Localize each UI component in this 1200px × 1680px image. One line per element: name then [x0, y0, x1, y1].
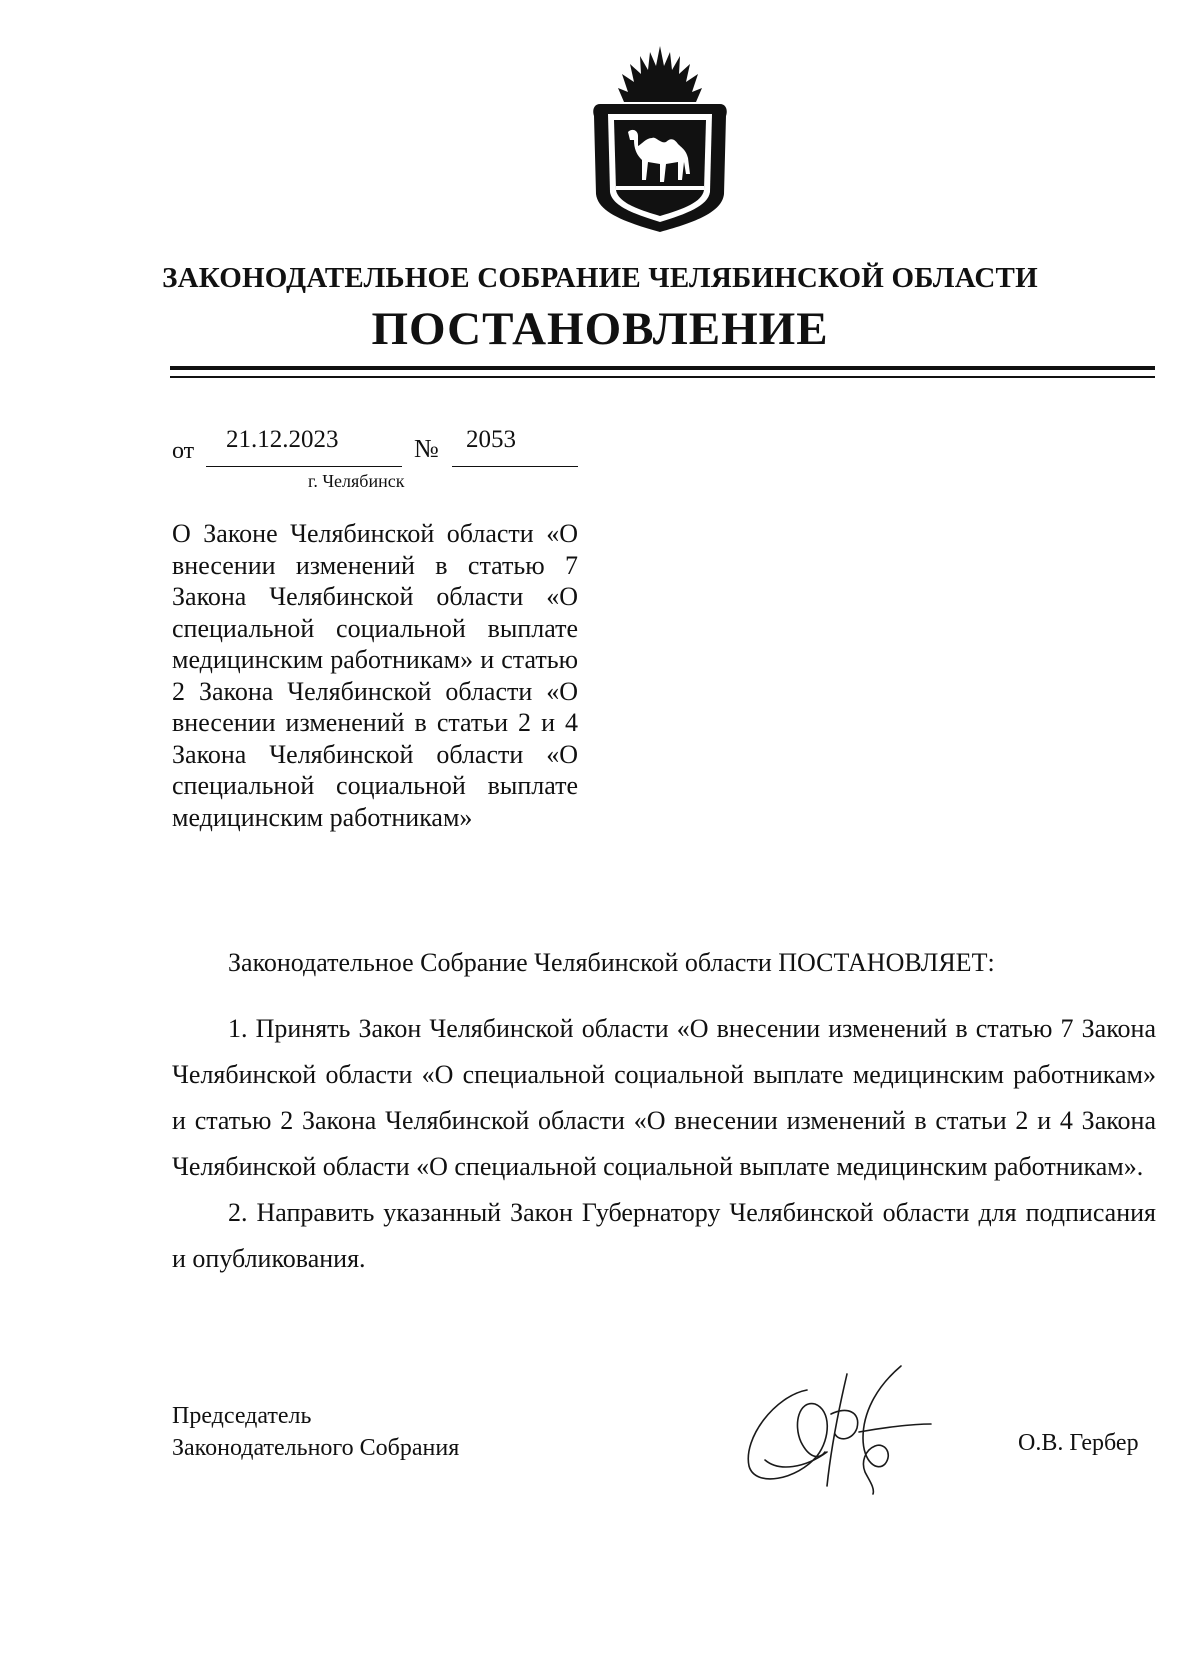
document-number: 2053 — [466, 426, 516, 453]
resolution-item-1: 1. Принять Закон Челябинской области «О внесении изменений в статью 7 Закона Челябинской области «О специальной социальной выплате медицинским работникам» и статью 2 Закона Челябинской области «О внесении изменений в статьи 2 и 4 Закона Челябинской области «О специальной социальной выплате медицинским работникам». — [172, 1014, 1156, 1181]
resolution-lead: Законодательное Собрание Челябинской области ПОСТАНОВЛЯЕТ: — [228, 948, 995, 977]
document-type-title: ПОСТАНОВЛЕНИЕ — [371, 303, 829, 355]
handwritten-signature — [735, 1348, 935, 1498]
date-prefix-label: от — [172, 438, 195, 464]
signatory-name: О.В. Гербер — [1018, 1430, 1139, 1456]
document-body — [172, 940, 1156, 1282]
coat-of-arms-icon — [586, 44, 734, 234]
header-rule-thin — [170, 376, 1155, 378]
header-rule-thick — [170, 366, 1155, 370]
document-subject: О Законе Челябинской области «О внесении изменений в статью 7 Закона Челябинской области «О специальной социальной выплате медицинским работникам» и статью 2 Закона Челябинской области «О внесении изменений в статьи 2 и 4 Закона Челябинской области «О специальной социальной выплате медицинским работникам» — [172, 519, 578, 832]
number-sign-label: № — [414, 434, 439, 463]
signatory-title-line-1: Председатель — [172, 1403, 312, 1429]
signatory-title — [172, 1400, 459, 1464]
resolution-item-2: 2. Направить указанный Закон Губернатору Челябинской области для подписания и опубликования. — [172, 1198, 1156, 1273]
document-date: 21.12.2023 — [226, 426, 339, 453]
signatory-title-line-2: Законодательного Собрания — [172, 1435, 460, 1461]
city-label: г. Челябинск — [308, 471, 405, 491]
organization-title: ЗАКОНОДАТЕЛЬНОЕ СОБРАНИЕ ЧЕЛЯБИНСКОЙ ОБЛАСТИ — [162, 262, 1038, 294]
